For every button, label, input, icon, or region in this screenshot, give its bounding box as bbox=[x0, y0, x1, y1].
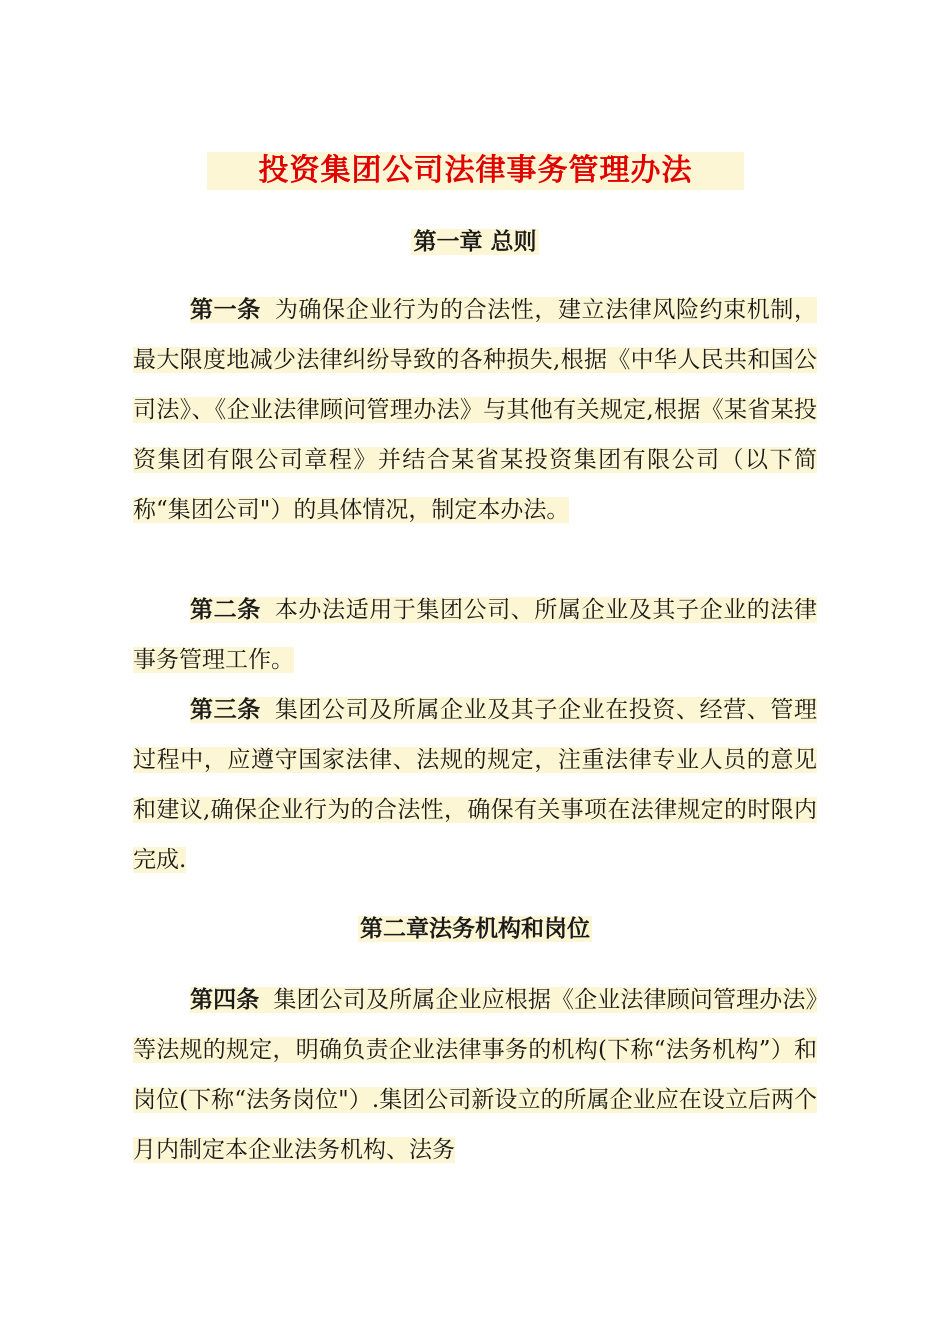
article-2 bbox=[133, 585, 817, 685]
chapter-2-title: 第二章法务机构和岗位 bbox=[360, 916, 590, 942]
article-number: 第四条 bbox=[190, 987, 260, 1013]
article-4 bbox=[133, 975, 817, 1175]
chapter-heading bbox=[0, 913, 950, 945]
document-title: 投资集团公司法律事务管理办法 bbox=[207, 152, 744, 190]
article-2-highlight bbox=[133, 597, 817, 673]
article-1-highlight bbox=[133, 297, 817, 523]
chapter-1-title: 第一章 总则 bbox=[413, 229, 537, 255]
article-3 bbox=[133, 685, 817, 885]
article-text: 集团公司及所属企业应根据《企业法律顾问管理办法》等法规的规定，明确负责企业法律事务的机构(下称“法务机构”）和岗位(下称“法务岗位"）.集团公司新设立的所属企业应在设立后两个月内制定本企业法务机构、法务 bbox=[133, 987, 818, 1163]
article-number: 第二条 bbox=[190, 597, 261, 623]
article-number: 第一条 bbox=[190, 297, 261, 323]
article-text: 本办法适用于集团公司、所属企业及其子企业的法律事务管理工作。 bbox=[133, 597, 818, 673]
article-3-highlight bbox=[133, 697, 817, 873]
article-text: 集团公司及所属企业及其子企业在投资、经营、管理过程中，应遵守国家法律、法规的规定，注重法律专业人员的意见和建议,确保企业行为的合法性，确保有关事项在法律规定的时限内完成. bbox=[133, 697, 818, 873]
chapter-heading bbox=[0, 226, 950, 258]
article-text: 为确保企业行为的合法性，建立法律风险约束机制，最大限度地减少法律纠纷导致的各种损失,根据《中华人民共和国公司法》、《企业法律顾问管理办法》与其他有关规定,根据《某省某投资集团有限公司章程》并结合某省某投资集团有限公司（以下简称“集团公司"）的具体情况，制定本办法。 bbox=[133, 297, 818, 523]
article-number: 第三条 bbox=[190, 697, 261, 723]
article-4-highlight bbox=[133, 987, 817, 1163]
article-1 bbox=[133, 285, 817, 535]
